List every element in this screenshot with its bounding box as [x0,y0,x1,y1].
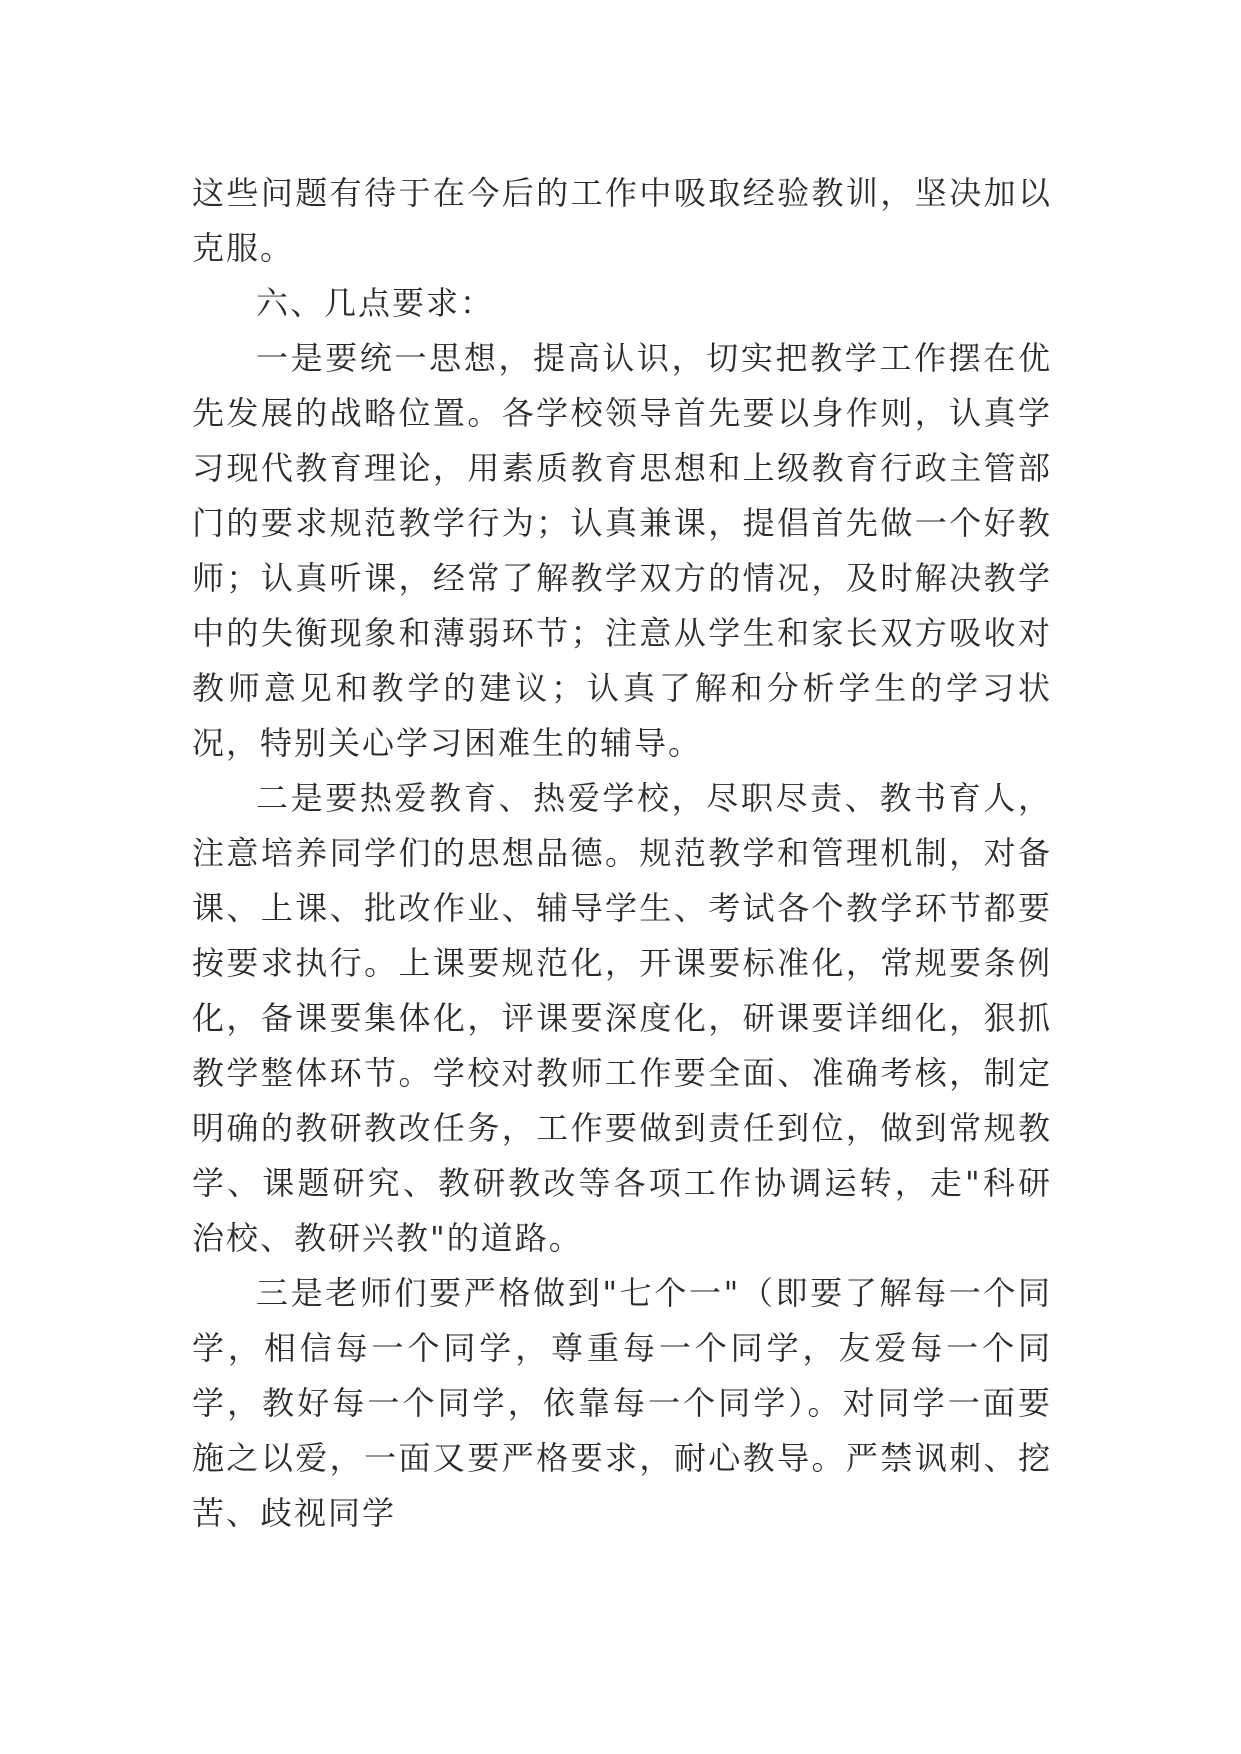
section-heading: 六、几点要求： [256,284,495,322]
paragraph-requirement-1: 一是要统一思想，提高认识，切实把教学工作摆在优先发展的战略位置。各学校领导首先要以身作则，认真学习现代教育理论，用素质教育思想和上级教育行政主管部门的要求规范教学行为；认真兼课，提倡首先做一个好教师；认真听课，经常了解教学双方的情况，及时解决教学中的失衡现象和薄弱环节；注意从学生和家长双方吸收对教师意见和教学的建议；认真了解和分析学生的学习状况，特别关心学习困难生的辅导。 [192,339,1052,762]
document-body [192,166,1052,1541]
paragraph-continuation: 这些问题有待于在今后的工作中吸取经验教训，坚决加以克服。 [192,174,1052,267]
paragraph-requirement-2: 二是要热爱教育、热爱学校，尽职尽责、教书育人，注意培养同学们的思想品德。规范教学和管理机制，对备课、上课、批改作业、辅导学生、考试各个教学环节都要按要求执行。上课要规范化，开课要标准化，常规要条例化，备课要集体化，评课要深度化，研课要详细化，狠抓教学整体环节。学校对教师工作要全面、准确考核，制定明确的教研教改任务，工作要做到责任到位，做到常规教学、课题研究、教研教改等各项工作协调运转，走"科研治校、教研兴教"的道路。 [192,779,1052,1257]
paragraph-requirement-3: 三是老师们要严格做到"七个一"（即要了解每一个同学，相信每一个同学，尊重每一个同学，友爱每一个同学，教好每一个同学，依靠每一个同学）。对同学一面要施之以爱，一面又要严格要求，耐心教导。严禁讽刺、挖苦、歧视同学 [192,1274,1052,1532]
